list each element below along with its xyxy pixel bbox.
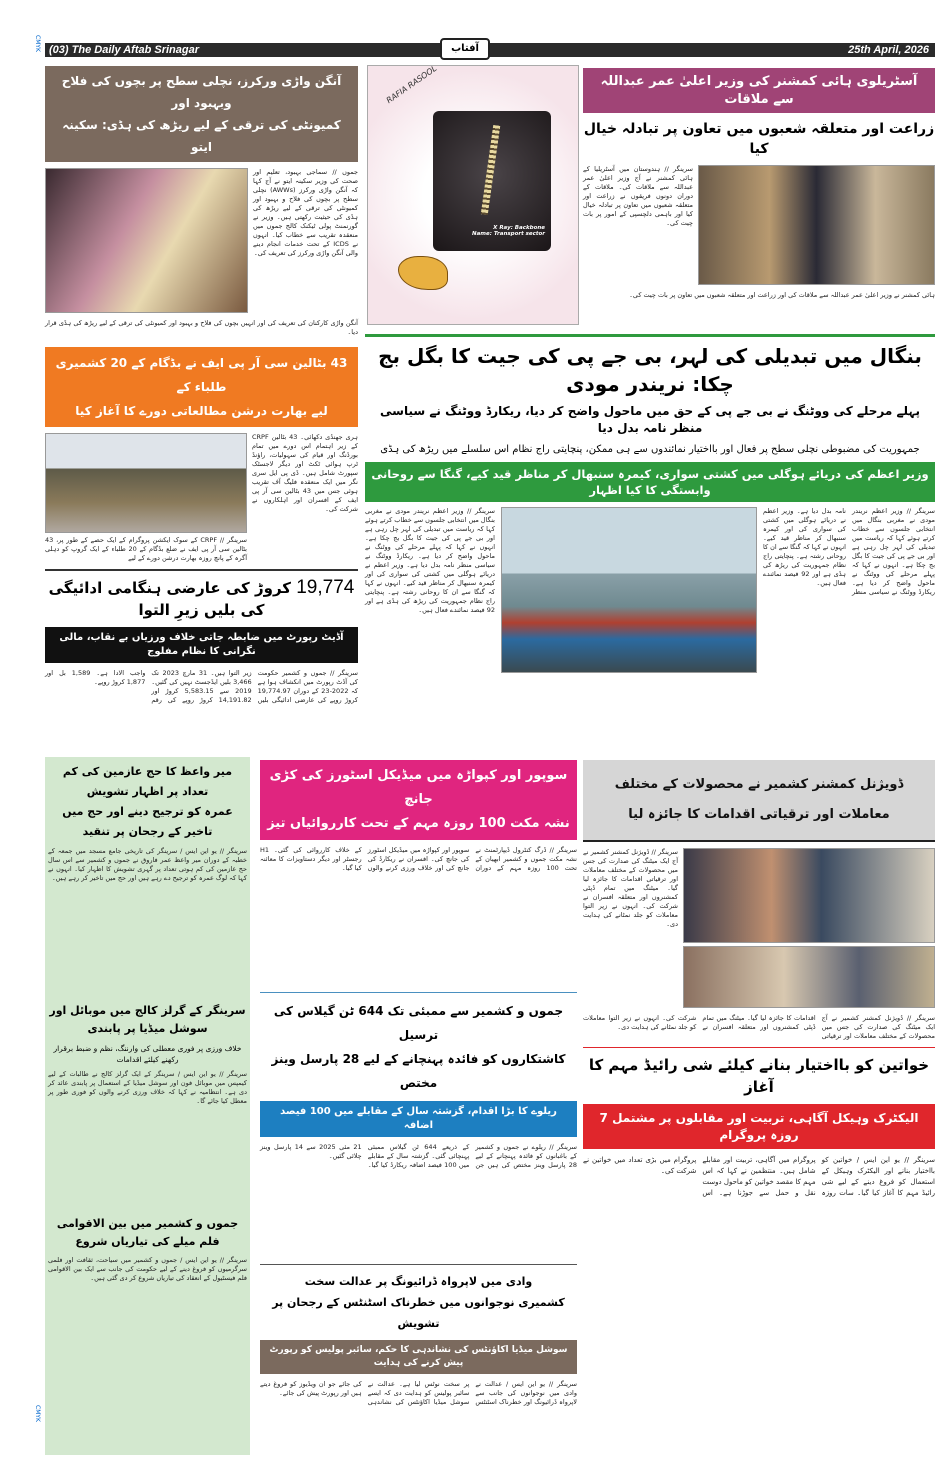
- anganwadi-photo: [45, 168, 248, 313]
- middle-bottom-strip: [260, 760, 577, 1407]
- page-number: (03) The Daily Aftab Srinagar: [49, 44, 199, 56]
- mirwaiz-body: سرینگر // یو این ایس / سرینگر کی تاریخی جامع مسجد میں جمعہ کے خطبہ کے دوران میر واعظ عمر فاروق نے جموں و کشمیر سے اس سال حج عازمین کی کم ہوتی تعداد پر گہری تشویش کا اظہار کیا۔ انہوں نے کہا کہ لوگ عمرہ کو ترجیح دے رہے ہیں اور حج میں تاخیر کر رہے ہیں۔: [48, 847, 247, 882]
- modi-banner: وزیر اعظم کی دریائے ہوگلی میں کشتی سواری، کیمرہ سنبھال کر مناظر قید کیے، گنگا سے روحانی وابستگی کا کیا اظہار: [365, 462, 935, 502]
- print-mark: CMYK: [34, 1405, 41, 1422]
- print-mark: CMYK: [34, 35, 41, 52]
- anganwadi-body: جموں // سماجی بہبود، تعلیم اور صحت کی وزیر سکینہ ایتو نے آج کہا کہ آنگن واڑی ورکرز (AWWs) نچلی سطح پر بچوں کی فلاح و بہبود اور کمیونٹی کی ترقی کے لیے ریڑھ کی ہڈی کی حیثیت رکھتی ہیں۔ وزیر نے گورنمنٹ پولی ٹیکنک کالج جموں میں منعقدہ تقریب سے خطاب کیا۔ انہوں نے ICDS کے تحت خدمات انجام دینے والی آنگن واڑی ورکرز کی تعریف کی۔: [253, 168, 359, 257]
- australia-banner: آسٹریلوی ہائی کمشنر کی وزیر اعلیٰ عمر عبداللہ سے ملاقات: [583, 68, 935, 113]
- modi-boat-photo: [501, 507, 757, 673]
- crpf-photo: [45, 433, 247, 533]
- spine-icon: [481, 125, 500, 215]
- right-bottom-strip: [583, 760, 935, 1199]
- australia-body: سرینگر // ہندوستان میں آسٹریلیا کے ہائی کمشنر نے آج وزیر اعلیٰ عمر عبداللہ سے ملاقات کی۔ ملاقات کے دوران دونوں فریقوں نے زراعت اور متعلقہ شعبوں میں تعاون پر تبادلہ خیال کیا اور باہمی دلچسپی کے امور پر بات چیت کی۔: [583, 165, 693, 227]
- crpf-body: ہری جھنڈی دکھائی۔ 43 بٹالین CRPF کے زیر اہتمام اس دورے میں تمام بورڈنگ اور قیام کی سہولیات، راؤنڈ ٹرپ ہوائی ٹکٹ اور دیگر لاجسٹک سپورٹ شامل ہیں۔ ڈی پی ایل سری نگر میں ایک منعقدہ فلیگ آف تقریب ہوئی جس میں 43 بٹالین سی آر پی ایف کے افسران اور اہلکاروں نے شرکت کی۔: [252, 433, 358, 513]
- anganwadi-caption: آنگن واڑی کارکنان کی تعریف کی اور انہیں بچوں کی فلاح و بہبود اور کمیونٹی کی ترقی کے لیے ریڑھ کی ہڈی قرار دیا۔: [45, 319, 358, 336]
- modi-body: سرینگر // وزیر اعظم نریندر مودی نے مغربی بنگال میں انتخابی جلسوں سے خطاب کرتے ہوئے کہا کہ ریاست میں تبدیلی کی لہر چل رہی ہے اور بی جے پی کی جیت کا بگل بج چکا ہے۔ انہوں نے کہا کہ پہلے مرحلے کی ووٹنگ نے ماحول واضح کر دیا ہے۔ ریکارڈ ووٹنگ نے سیاسی منظر نامہ بدل دیا ہے۔ وزیر اعظم نے دریائے ہوگلی میں کشتی کی سواری کی اور کیمرہ سنبھال کر مناظر قید کیے۔ انہوں نے کہا کہ گنگا سے ان کا روحانی رشتہ ہے۔ پنچایتی راج نظام جمہوریت کی ریڑھ کی ہڈی ہے اور 92 فیصد نمائندے فعال ہیں۔: [763, 507, 935, 596]
- australia-subhead: زراعت اور متعلقہ شعبوں میں تعاون پر تبادلہ خیال کیا: [583, 121, 935, 157]
- divider: [260, 1264, 577, 1265]
- divcom-body: سرینگر // ڈویژنل کمشنر کشمیر نے آج ایک میٹنگ کی صدارت کی جس میں محصولات کے مختلف معاملات اور ترقیاتی اقدامات کا جائزہ لیا گیا۔ میٹنگ میں تمام ڈپٹی کمشنروں اور متعلقہ افسران نے شرکت کی۔ انہوں نے زیر التوا معاملات کو جلد نمٹانے کی ہدایت دی۔: [583, 848, 678, 928]
- film-body: سرینگر // یو این ایس / جموں و کشمیر میں سیاحت، ثقافت اور فلمی سرگرمیوں کو فروغ دینے کے لیے حکومت کی جانب سے ایک بین الاقوامی فلم فیسٹیول کے انعقاد کی تیاریاں شروع کر دی گئی ہیں۔: [48, 1256, 247, 1282]
- divider: [583, 1047, 935, 1048]
- cherries-banner: ریلوے کا بڑا اقدام، گزشتہ سال کے مقابلے میں 100 فیصد اضافہ: [260, 1101, 577, 1137]
- paper-logo: آفتاب: [440, 38, 490, 60]
- women-banner: الیکٹرک وہیکل آگاہی، تربیت اور مقابلوں پر مشتمل 7 روزہ پروگرام: [583, 1104, 935, 1149]
- film-headline: جموں و کشمیر میں بین الاقوامی فلم میلے کی تیاریاں شروع: [56, 1217, 239, 1248]
- anganwadi-headline: آنگن واڑی ورکرز، نچلی سطح پر بچوں کی فلاح وبہبود اور کمیونٹی کی ترقی کے لیے ریڑھ کی ہڈی: سکینہ ایتو: [45, 66, 358, 162]
- modi-headline: بنگال میں تبدیلی کی لہر، بی جے پی کی جیت کا بگل بج چکا: نریندر مودی: [378, 344, 922, 396]
- australia-caption: ہائی کمشنر نے وزیر اعلیٰ عمر عبداللہ سے ملاقات کی اور زراعت اور متعلقہ شعبوں میں تعاون پر بات چیت کی۔: [629, 291, 935, 299]
- women-body: سرینگر // یو این ایس / خواتین کو بااختیار بنانے اور الیکٹرک وہیکل کے استعمال کو فروغ دینے کے لیے شی رائیڈ مہم کا آغاز کیا گیا۔ سات روزہ پروگرام میں آگاہی، تربیت اور مقابلے شامل ہیں۔ منتظمین نے کہا کہ اس مہم کا مقصد خواتین کو ماحول دوست نقل و حمل سے جوڑنا ہے۔ اس پروگرام میں بڑی تعداد میں خواتین نے شرکت کی۔: [583, 1156, 935, 1197]
- xray-label: X Ray: Backbone: [493, 225, 545, 231]
- modi-subhead-1: پہلے مرحلے کی ووٹنگ نے بی جے پی کے حق میں ماحول واضح کر دیا، ریکارڈ ووٹنگ نے سیاسی منظر نامہ بدل دیا: [380, 404, 920, 435]
- women-headline: خواتین کو بااختیار بنانے کیلئے شی رائیڈ مہم کا آغاز: [588, 1056, 930, 1096]
- hand-icon: [398, 256, 448, 290]
- medical-headline: سوپور اور کپواڑہ میں میڈیکل اسٹورز کی کڑی جانچ نشہ مکت 100 روزہ مہم کے تحت کارروائیاں تیز: [260, 760, 577, 840]
- mirwaiz-headline: میر واعظ کا حج عازمین کی کم تعداد پر اظہار تشویش عمرہ کو ترجیح دینے اور حج میں تاخیر کے رجحان پر تنقید: [62, 765, 233, 838]
- right-top-strip: [583, 68, 935, 300]
- divider: [260, 992, 577, 993]
- modi-strip: [365, 334, 935, 673]
- modi-subhead-2: جمہوریت کی مضبوطی نچلی سطح پر فعال اور بااختیار نمائندوں سے ہی ممکن، پنچایتی راج نظام اس سلسلے میں ریڑھ کی ہڈی: [380, 444, 920, 455]
- xray-film: [433, 111, 551, 251]
- left-top-strip: [45, 66, 358, 705]
- left-bottom-strip: [48, 762, 247, 1283]
- driving-body: سرینگر // یو این ایس / عدالت نے وادی میں نوجوانوں کی جانب سے لاپرواہ ڈرائیونگ اور خطرناک اسٹنٹس پر سخت نوٹس لیا ہے۔ عدالت نے سائبر پولیس کو ہدایت دی کہ ایسے سوشل میڈیا اکاؤنٹس کی نشاندہی کی جائے جو ان ویڈیوز کو فروغ دیتے ہیں اور رپورٹ پیش کی جائے۔: [260, 1380, 577, 1406]
- driving-headline: وادی میں لاپرواہ ڈرائیونگ پر عدالت سخت کشمیری نوجوانوں میں خطرناک اسٹنٹس کے رجحان پر تشویش: [272, 1275, 565, 1330]
- girls-college-body: سرینگر // یو این ایس / سرینگر کے ایک گرلز کالج نے طالبات کے لیے کیمپس میں موبائل فون اور سوشل میڈیا کے استعمال پر پابندی عائد کر دی ہے۔ انتظامیہ نے کہا کہ خلاف ورزی کرنے والوں کو فوری طور پر معطل کیا جائے گا۔: [48, 1070, 247, 1105]
- australia-photo: [698, 165, 935, 285]
- girls-college-headline: سرینگر کے گرلز کالج میں موبائل اور سوشل میڈیا پر پابندی: [49, 1004, 246, 1035]
- bills-amount: 19,774: [296, 577, 355, 598]
- bills-subhead: آڈیٹ رپورٹ میں ضابطہ جاتی خلاف ورزیاں بے نقاب، مالی نگرانی کا نظام مفلوج: [45, 627, 358, 663]
- cherries-headline: جموں و کشمیر سے ممبئی تک 644 ٹن گیلاس کی ترسیل کاشتکاروں کو فائدہ پہنچانے کے لیے 28 پارسل وینز مختص: [271, 1004, 566, 1090]
- divider: [365, 334, 935, 337]
- modi-body-cont: سرینگر // وزیر اعظم نریندر مودی نے مغربی بنگال میں انتخابی جلسوں سے خطاب کرتے ہوئے کہا کہ ریاست میں تبدیلی کی لہر چل رہی ہے اور بی جے پی کی جیت کا بگل بج چکا ہے۔ انہوں نے کہا کہ پہلے مرحلے کی ووٹنگ نے ماحول واضح کر دیا ہے۔ ریکارڈ ووٹنگ نے سیاسی منظر نامہ بدل دیا ہے۔ وزیر اعظم نے دریائے ہوگلی میں کشتی کی سواری کی اور کیمرہ سنبھال کر مناظر قید کیے۔ انہوں نے کہا کہ گنگا سے ان کا روحانی رشتہ ہے۔ پنچایتی راج نظام جمہوریت کی ریڑھ کی ہڈی ہے اور 92 فیصد نمائندے فعال ہیں۔: [365, 507, 495, 614]
- crpf-headline: 43 بٹالین سی آر پی ایف نے بڈگام کے 20 کشمیری طلباء کے لیے بھارت درشن مطالعاتی دورے کا آغاز کیا: [45, 347, 358, 427]
- divider: [45, 569, 358, 571]
- cartoon: [367, 65, 579, 325]
- bills-headline: 19,774 کروڑ کی عارضی ہنگامی ادائیگی کی بلیں زیرِ التوا: [48, 577, 355, 619]
- masthead-bar: [45, 43, 935, 57]
- divcom-photo-1: [683, 848, 935, 943]
- girls-college-subhead: خلاف ورزی پر فوری معطلی کی وارننگ، نظم و ضبط برقرار رکھنے کیلئے اقدامات: [53, 1044, 242, 1064]
- date: 25th April, 2026: [848, 44, 929, 56]
- cartoonist-signature: RAFIA RASOOL: [384, 63, 439, 106]
- driving-banner: سوشل میڈیا اکاؤنٹس کی نشاندہی کا حکم، سائبر پولیس کو رپورٹ پیش کرنے کی ہدایت: [260, 1340, 577, 1374]
- divcom-photo-2: [683, 946, 935, 1008]
- bills-body: سرینگر // جموں و کشمیر حکومت کی آڈٹ رپورٹ میں انکشاف ہوا ہے کہ 2022-23 کے دوران 19,774.97 کروڑ روپے کی عارضی ادائیگی بلیں زیر التوا ہیں۔ 31 مارچ 2023 تک 3,466 بلیں ایڈجسٹ نہیں کی گئیں۔ 2019 سے 5,583.15 کروڑ اور 14,191.82 کروڑ روپے کی رقم واجب الادا ہے۔ 1,589 بل اور 1,877 کروڑ روپے۔: [45, 669, 358, 704]
- divcom-body-cont: سرینگر // ڈویژنل کمشنر کشمیر نے آج ایک میٹنگ کی صدارت کی جس میں محصولات کے مختلف معاملات اور ترقیاتی اقدامات کا جائزہ لیا گیا۔ میٹنگ میں تمام ڈپٹی کمشنروں اور متعلقہ افسران نے شرکت کی۔ انہوں نے زیر التوا معاملات کو جلد نمٹانے کی ہدایت دی۔: [583, 1014, 935, 1040]
- xray-name-label: Name: Transport sector: [471, 231, 545, 237]
- cherries-body: سرینگر // ریلوے نے جموں و کشمیر کے باغبانوں کو فائدہ پہنچانے کے لیے 28 پارسل وینز مختص کی ہیں جن کے ذریعے 644 ٹن گیلاس ممبئی پہنچائی گئی۔ گزشتہ سال کے مقابلے میں 100 فیصد اضافہ ریکارڈ کیا گیا۔ 21 مئی 2025 سے 14 پارسل وینز چلائی گئیں۔: [260, 1143, 577, 1169]
- medical-body: سرینگر // ڈرگ کنٹرول ڈیپارٹمنٹ نے نشہ مکت جموں و کشمیر ابھیان کے تحت 100 روزہ مہم کے دوران سوپور اور کپواڑہ میں میڈیکل اسٹورز کی جانچ کی۔ افسران نے ریکارڈ کی جانچ کی اور خلاف ورزی کرنے والوں کے خلاف کارروائی کی گئی۔ H1 رجسٹر اور دیگر دستاویزات کا معائنہ کیا گیا۔: [260, 846, 577, 872]
- divcom-headline: ڈویژنل کمشنر کشمیر نے محصولات کے مختلف معاملات اور ترقیاتی اقدامات کا جائزہ لیا: [583, 760, 935, 842]
- crpf-caption: سرینگر // CRPF کے سوک ایکشن پروگرام کے ایک حصے کے طور پر، 43 بٹالین سی آر پی ایف نے ضلع بڈگام کے 20 طلباء کے ایک گروپ کو دہلی آگرہ کے پانچ روزہ بھارت درشن دورے کے لیے: [45, 536, 247, 562]
